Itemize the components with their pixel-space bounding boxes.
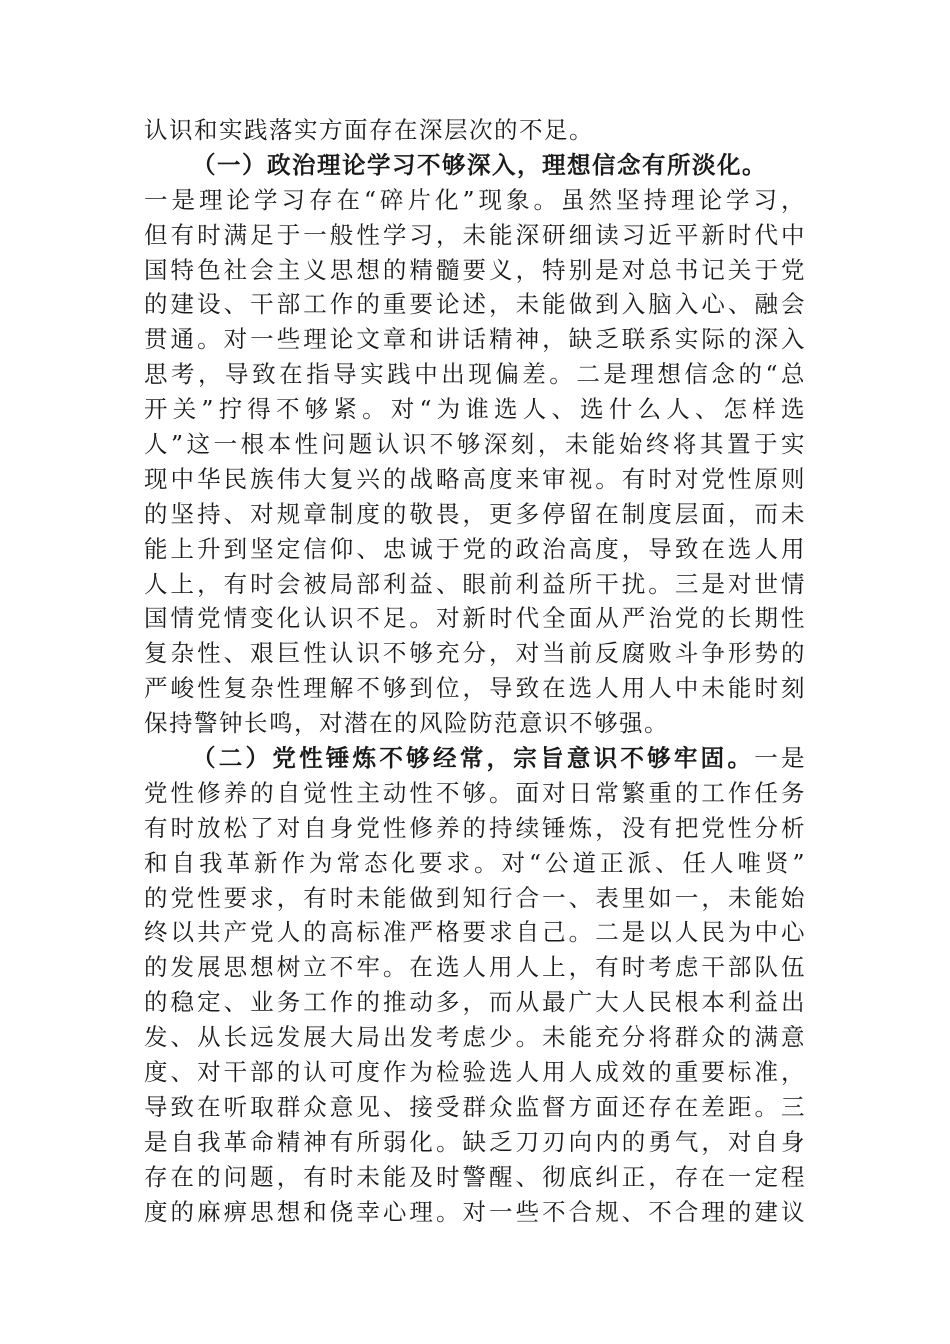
section1-line: 严峻性复杂性理解不够到位，导致在选人用人中未能时刻 [144, 674, 806, 703]
section1-line: 贯通。对一些理论文章和讲话精神，缺乏联系实际的深入 [144, 325, 806, 354]
section2-line: 发、从长远发展大局出发考虑少。未能充分将群众的满意 [144, 1023, 806, 1052]
section2-line: 的党性要求，有时未能做到知行合一、表里如一，未能始 [144, 883, 806, 912]
section1-line: 保持警钟长鸣，对潜在的风险防范意识不够强。 [144, 709, 669, 738]
section2-heading-line [144, 741, 806, 776]
section1-line: 但有时满足于一般性学习，未能深研细读习近平新时代中 [144, 220, 806, 249]
section2-line: 存在的问题，有时未能及时警醒、彻底纠正，存在一定程 [144, 1162, 806, 1191]
section2-line: 终以共产党人的高标准严格要求自己。二是以人民为中心 [144, 918, 806, 947]
section1-line: 国情党情变化认识不足。对新时代全面从严治党的长期性 [144, 604, 806, 633]
section2-line: 的发展思想树立不牢。在选人用人上，有时考虑干部队伍 [144, 953, 806, 982]
intro-tail-line: 认识和实践落实方面存在深层次的不足。 [144, 116, 594, 144]
document-body [144, 113, 806, 1230]
section2-line: 度、对干部的认可度作为检验选人用人成效的重要标准， [144, 1058, 806, 1087]
section2-line: 是自我革命精神有所弱化。缺乏刀刃向内的勇气，对自身 [144, 1127, 806, 1156]
section2-line: 党性修养的自觉性主动性不够。面对日常繁重的工作任务 [144, 778, 806, 807]
section1-line: 现中华民族伟大复兴的战略高度来审视。有时对党性原则 [144, 464, 806, 493]
section2-line: 的稳定、业务工作的推动多，而从最广大人民根本利益出 [144, 988, 806, 1017]
section2-line: 度的麻痹思想和侥幸心理。对一些不合规、不合理的建议 [144, 1197, 806, 1226]
section2-line: 有时放松了对自身党性修养的持续锤炼，没有把党性分析 [144, 813, 806, 842]
section1-heading: （一）政治理论学习不够深入，理想信念有所淡化。 [192, 150, 767, 179]
section1-line: 人上，有时会被局部利益、眼前利益所干扰。三是对世情 [144, 569, 806, 598]
section1-line: 思考，导致在指导实践中出现偏差。二是理想信念的“总 [144, 360, 806, 389]
section1-line: 能上升到坚定信仰、忠诚于党的政治高度，导致在选人用 [144, 534, 806, 563]
section1-line: 一是理论学习存在“碎片化”现象。虽然坚持理论学习， [144, 185, 806, 214]
section2-line: 和自我革新作为常态化要求。对“公道正派、任人唯贤” [144, 848, 806, 877]
section1-line: 的坚持、对规章制度的敬畏，更多停留在制度层面，而未 [144, 499, 806, 528]
section2-heading-tail: 一是 [754, 744, 807, 773]
section1-line: 开关”拧得不够紧。对“为谁选人、选什么人、怎样选 [144, 395, 806, 424]
section1-line: 人”这一根本性问题认识不够深刻，未能始终将其置于实 [144, 430, 806, 459]
section1-line: 的建设、干部工作的重要论述，未能做到入脑入心、融会 [144, 290, 806, 319]
section1-line: 复杂性、艰巨性认识不够充分，对当前反腐败斗争形势的 [144, 639, 806, 668]
section2-heading: （二）党性锤炼不够经常，宗旨意识不够牢固。 [192, 744, 755, 773]
section1-line: 国特色社会主义思想的精髓要义，特别是对总书记关于党 [144, 255, 806, 284]
section2-line: 导致在听取群众意见、接受群众监督方面还存在差距。三 [144, 1092, 806, 1121]
